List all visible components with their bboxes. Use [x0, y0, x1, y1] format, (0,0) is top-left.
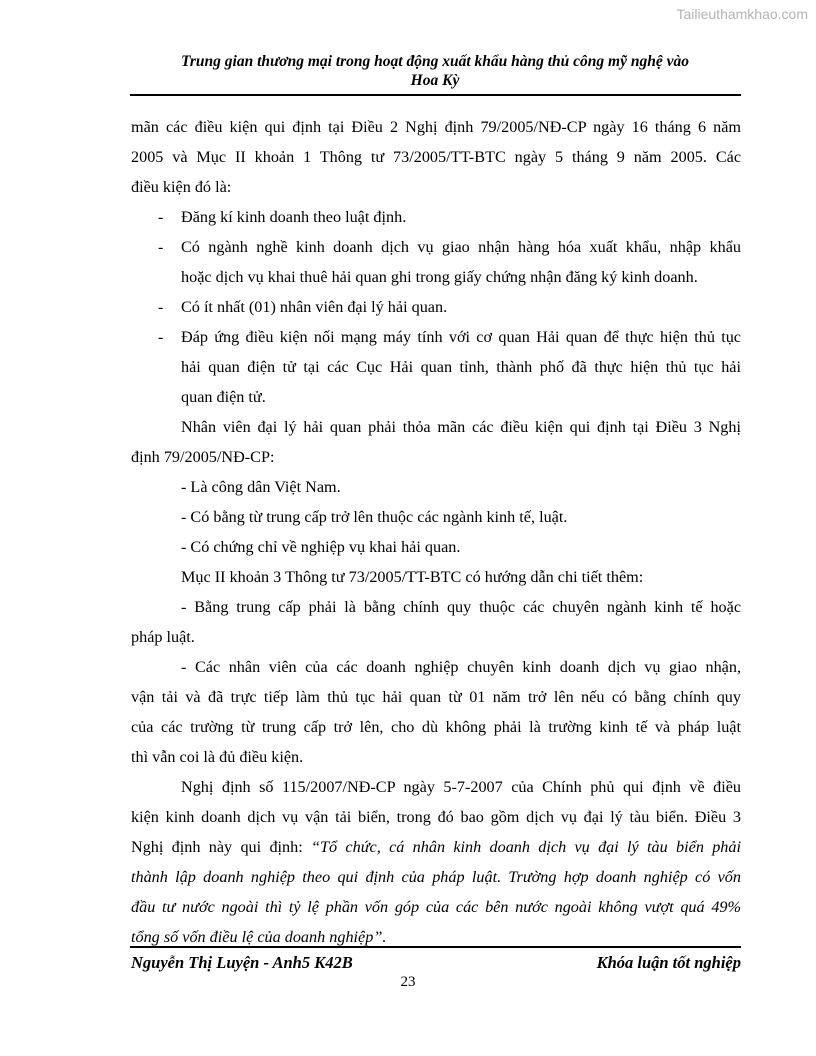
bullet-dash: - [158, 208, 164, 226]
paragraph-line: - Bằng trung cấp phải là bằng chính quy thuộc các chuyên ngành kinh tế hoặc [181, 598, 741, 616]
paragraph-line: Nhân viên đại lý hải quan phải thỏa mãn các điều kiện qui định tại Điều 3 Nghị [181, 418, 741, 436]
list-item-text: Đăng kí kinh doanh theo luật định. [181, 208, 407, 226]
paragraph-line: của các trường từ trung cấp trở lên, cho dù không phải là trường kinh tế và pháp luật [131, 718, 741, 736]
list-item-text: Có ít nhất (01) nhân viên đại lý hải quan. [181, 298, 448, 316]
footer-doc-type: Khóa luận tốt nghiệp [596, 953, 741, 972]
header-divider [130, 94, 741, 96]
quoted-text: “Tổ chức, cá nhân kinh doanh dịch vụ đại lý tàu biển phải [311, 838, 741, 856]
bullet-dash: - [158, 238, 164, 256]
paragraph-line: - Các nhân viên của các doanh nghiệp chuyên kinh doanh dịch vụ giao nhận, [181, 658, 741, 676]
list-item [131, 232, 741, 262]
page-header [130, 52, 740, 90]
quoted-text: thành lập doanh nghiệp theo qui định của pháp luật. Trường hợp doanh nghiệp có vốn [131, 868, 741, 886]
paragraph-line: 2005 và Mục II khoản 1 Thông tư 73/2005/TT-BTC ngày 5 tháng 9 năm 2005. Các [131, 148, 741, 166]
paragraph-text: Nghị định này qui định: [131, 838, 312, 856]
paragraph-line [131, 832, 741, 862]
paragraph-line: vận tải và đã trực tiếp làm thủ tục hải quan từ 01 năm trở lên nếu có bằng chính quy [131, 688, 741, 706]
list-item-text: Đáp ứng điều kiện nối mạng máy tính với cơ quan Hải quan để thực hiện thủ tục [181, 328, 741, 346]
paragraph-line: Mục II khoản 3 Thông tư 73/2005/TT-BTC có hướng dẫn chi tiết thêm: [181, 568, 644, 586]
header-title-line1: Trung gian thương mại trong hoạt động xuất khẩu hàng thủ công mỹ nghệ vào [180, 53, 689, 70]
list-item [131, 322, 741, 352]
paragraph-line: định 79/2005/NĐ-CP: [131, 448, 275, 466]
list-item: - Là công dân Việt Nam. [181, 478, 341, 496]
list-item-text: Có ngành nghề kinh doanh dịch vụ giao nhận hàng hóa xuất khẩu, nhập khẩu [181, 238, 741, 256]
list-item [131, 202, 741, 232]
list-item: - Có bằng từ trung cấp trở lên thuộc các ngành kinh tế, luật. [181, 508, 568, 526]
paragraph-line: thì vẫn coi là đủ điều kiện. [131, 748, 304, 766]
list-item-continuation: hải quan điện tử tại các Cục Hải quan tỉnh, thành phố đã thực hiện thủ tục hải [181, 358, 741, 376]
page-body [131, 112, 741, 952]
paragraph-line: pháp luật. [131, 628, 195, 646]
footer-author: Nguyễn Thị Luyện - Anh5 K42B [131, 953, 353, 972]
quoted-text: đầu tư nước ngoài thì tỷ lệ phần vốn góp của các bên nước ngoài không vượt quá 49% [131, 898, 741, 916]
paragraph-line: kiện kinh doanh dịch vụ vận tải biển, trong đó bao gồm dịch vụ đại lý tàu biển. Điều 3 [131, 808, 741, 826]
list-item: - Có chứng chỉ về nghiệp vụ khai hải quan. [181, 538, 461, 556]
list-item [131, 292, 741, 322]
watermark: Tailieuthamkhao.com [676, 6, 808, 22]
header-title-line2: Hoa Kỳ [410, 72, 460, 89]
page-number: 23 [400, 974, 416, 990]
paragraph-line: điều kiện đó là: [131, 178, 232, 196]
paragraph-line: mãn các điều kiện qui định tại Điều 2 Nghị định 79/2005/NĐ-CP ngày 16 tháng 6 năm [131, 118, 741, 136]
list-item-continuation: quan điện tử. [181, 388, 266, 406]
bullet-dash: - [158, 328, 164, 346]
quoted-text: tổng số vốn điều lệ của doanh nghiệp”. [131, 928, 387, 946]
bullet-dash: - [158, 298, 164, 316]
list-item-continuation: hoặc dịch vụ khai thuê hải quan ghi trong giấy chứng nhận đăng ký kinh doanh. [181, 268, 698, 286]
paragraph-line: Nghị định số 115/2007/NĐ-CP ngày 5-7-2007 của Chính phủ qui định về điều [181, 778, 741, 796]
footer-divider [130, 946, 741, 948]
